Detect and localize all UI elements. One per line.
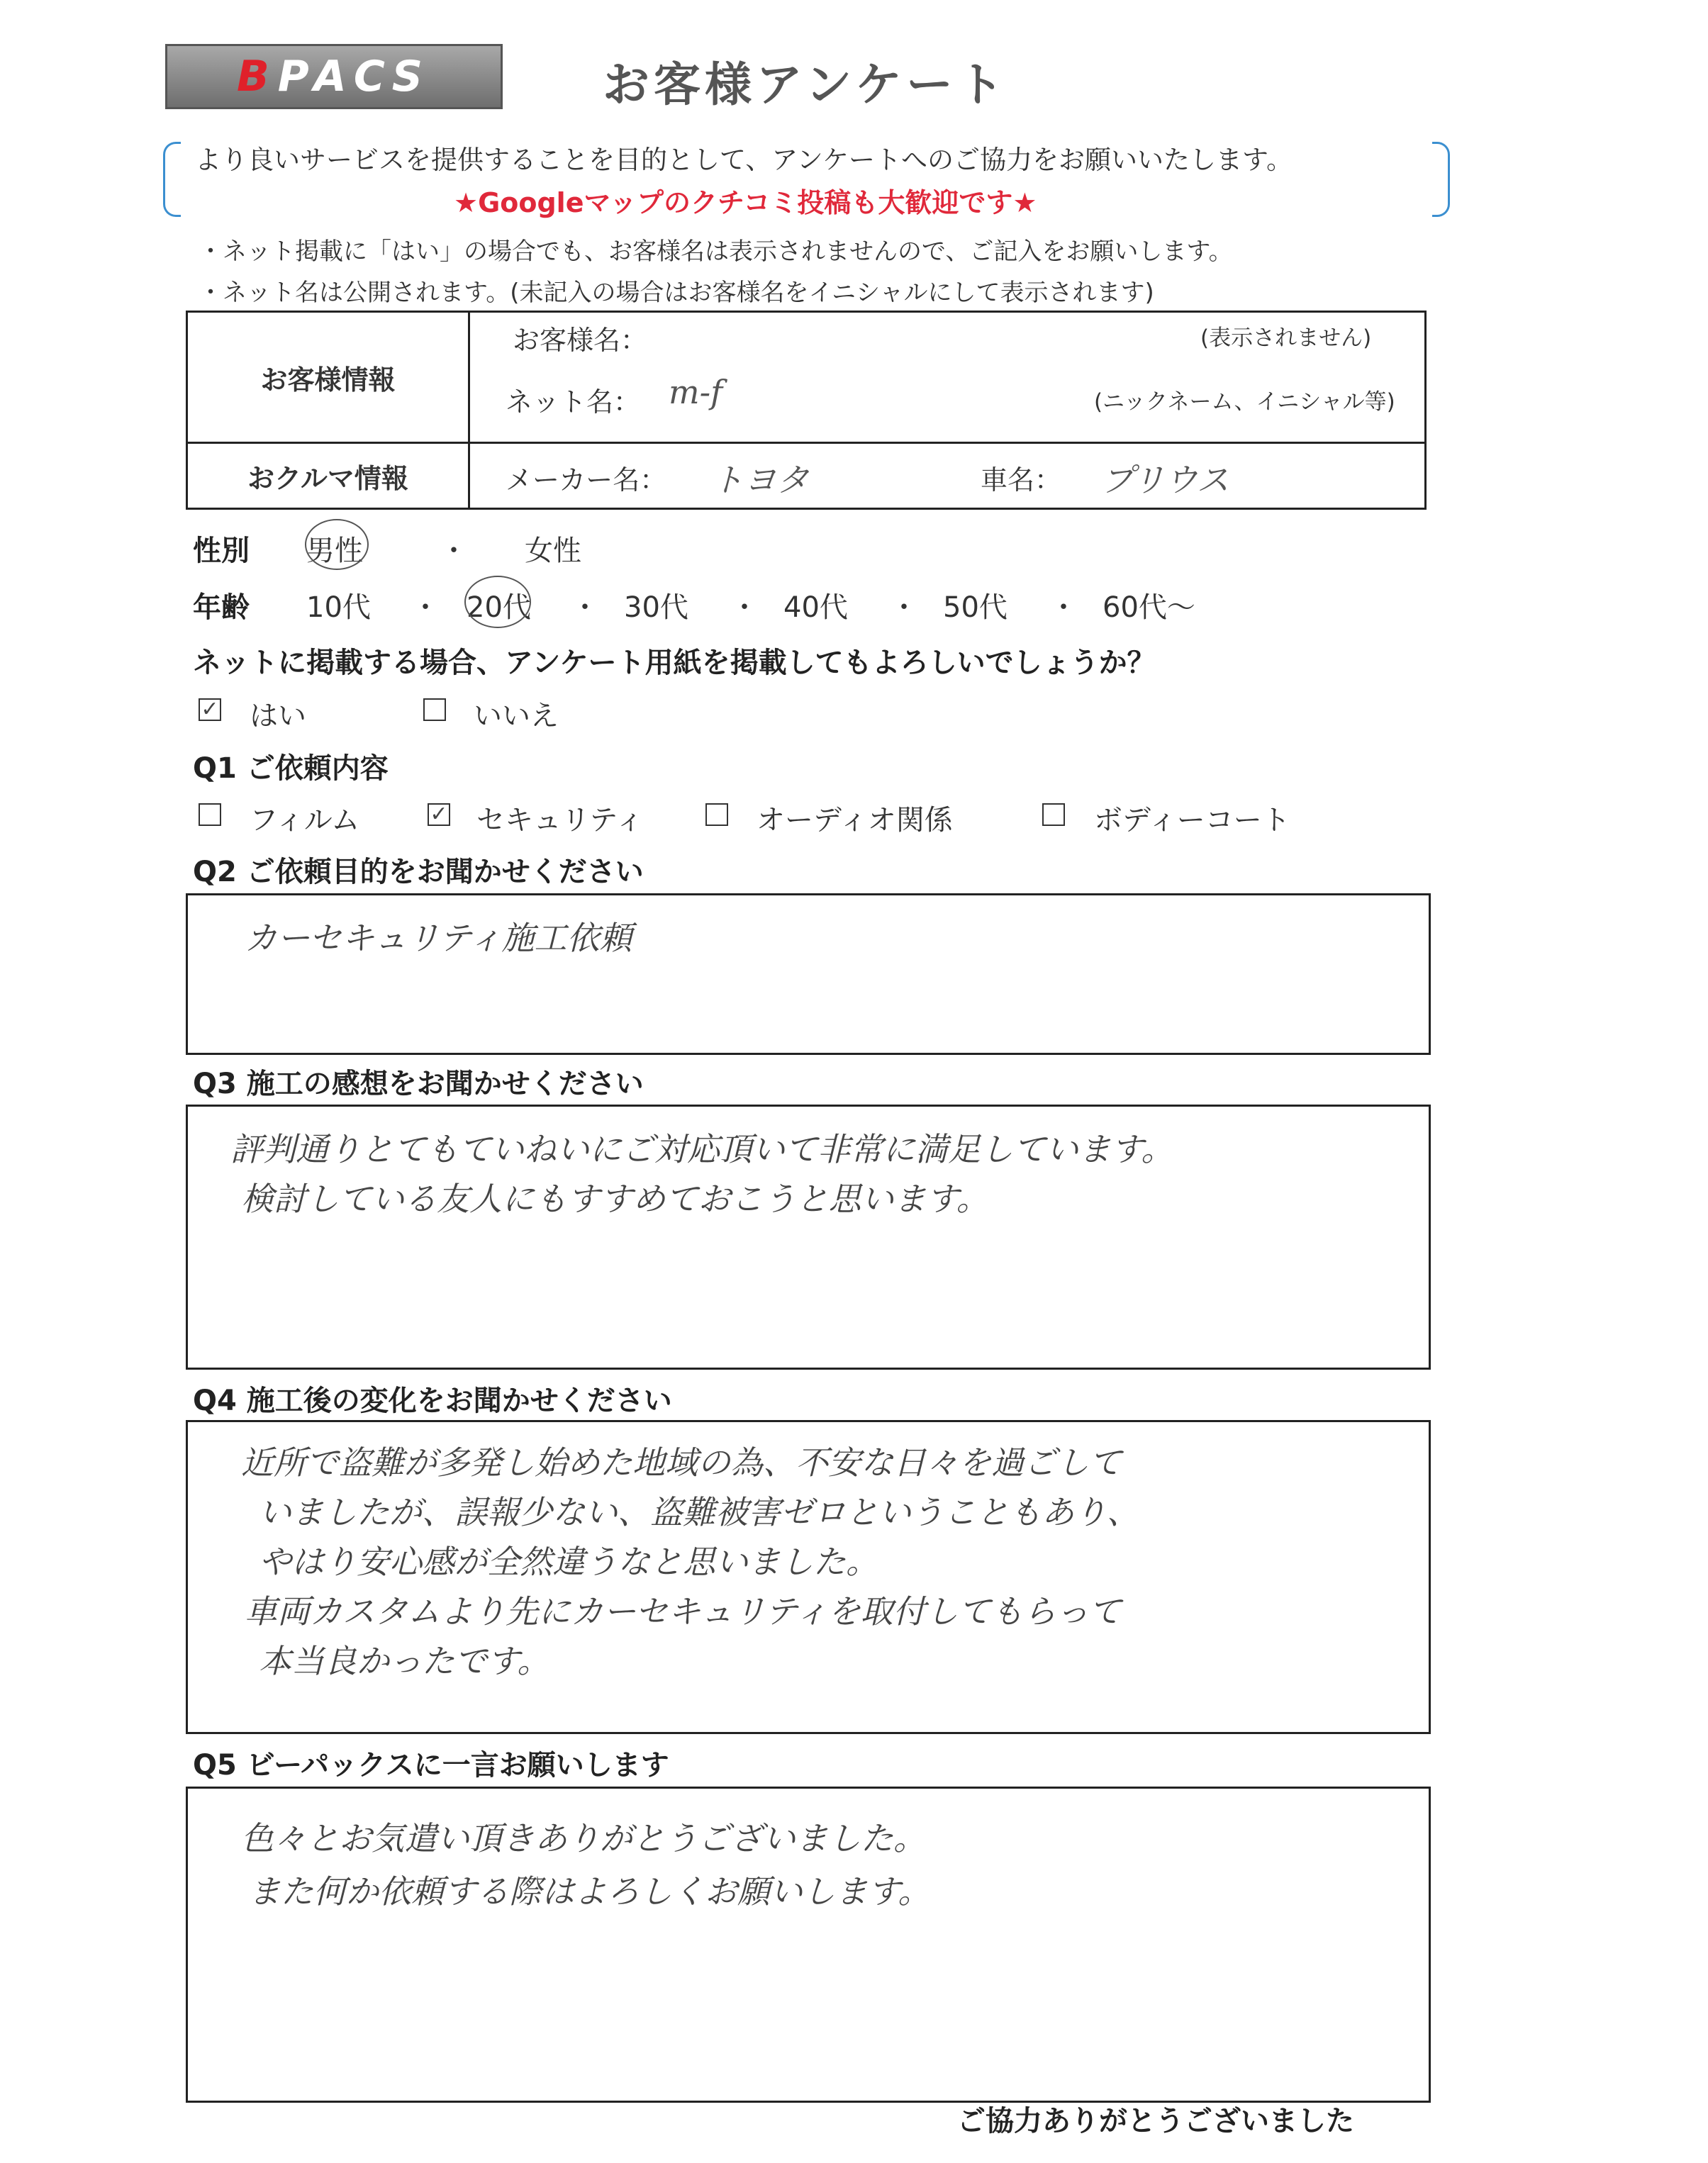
thanks-text: ご協力ありがとうございました	[957, 2105, 1354, 2137]
q3-title: Q3 施工の感想をお聞かせください	[193, 1068, 644, 1100]
gender-separator: ・	[440, 535, 468, 567]
q5-answer-box	[186, 1787, 1431, 2103]
maker-value: トヨタ	[711, 461, 809, 499]
customer-info-header: お客様情報	[187, 312, 469, 443]
age-separator: ・	[411, 591, 440, 624]
age-option-20s[interactable]: 20代	[467, 591, 531, 624]
publish-question: ネットに掲載する場合、アンケート用紙を掲載してもよろしいでしょうか？	[193, 647, 1156, 679]
q3-answer-box	[186, 1105, 1431, 1370]
age-label: 年齢	[193, 591, 250, 624]
q1-security-checkbox[interactable]	[428, 803, 450, 826]
q3-answer-line: 検討している友人にもすすめておこうと思います。	[241, 1180, 989, 1218]
q1-film-label: フィルム	[250, 804, 360, 837]
q1-audio-checkbox[interactable]	[705, 803, 728, 826]
car-name-label: 車名：	[981, 464, 1062, 496]
q4-answer-line: やはり安心感が全然違うなと思いました。	[259, 1543, 878, 1581]
q5-answer-line: 色々とお気遣い頂きありがとうございました。	[241, 1819, 926, 1857]
car-info-header: おクルマ情報	[187, 443, 469, 509]
age-option-60s-plus[interactable]: 60代～	[1103, 591, 1195, 624]
q4-answer-line: 車両カスタムより先にカーセキュリティを取付してもらって	[245, 1592, 1122, 1631]
q4-title: Q4 施工後の変化をお聞かせください	[193, 1385, 672, 1417]
customer-info-table	[186, 311, 1427, 510]
publish-no-checkbox[interactable]	[423, 698, 446, 721]
net-name-label: ネット名：	[506, 386, 641, 418]
q1-title: Q1 ご依頼内容	[193, 752, 389, 785]
net-name-hint: (ニックネーム、イニシャル等)	[1094, 389, 1395, 415]
car-info-cell	[469, 443, 1426, 509]
customer-info-cell	[469, 312, 1426, 443]
intro-bracket-right	[1432, 142, 1450, 217]
age-option-40s[interactable]: 40代	[783, 591, 848, 624]
gender-option-male[interactable]: 男性	[306, 535, 363, 567]
customer-name-label: お客様名：	[513, 325, 648, 356]
car-name-value: プリウス	[1101, 461, 1229, 499]
note-publish: ・ネット掲載に「はい」の場合でも、お客様名は表示されませんので、ご記入をお願いします。	[199, 237, 1233, 266]
note-net-name: ・ネット名は公開されます。(未記入の場合はお客様名をイニシャルにして表示されます)	[199, 279, 1154, 307]
q2-answer-line: カーセキュリティ施工依頼	[245, 919, 632, 957]
customer-name-hint: (表示されません)	[1200, 325, 1372, 351]
publish-no-label: いいえ	[474, 700, 559, 732]
intro-bracket-left	[163, 142, 181, 217]
age-selected-circle	[464, 576, 531, 628]
age-option-30s[interactable]: 30代	[624, 591, 688, 624]
gender-selected-circle	[305, 519, 369, 570]
gender-label: 性別	[193, 535, 250, 567]
q4-answer-line: いましたが、誤報少ない、盗難被害ゼロということもあり、	[259, 1493, 1139, 1531]
q1-audio-label: オーディオ関係	[757, 804, 953, 837]
gender-option-female[interactable]: 女性	[525, 535, 581, 567]
q2-answer-box	[186, 893, 1431, 1055]
bpacs-logo	[165, 44, 503, 109]
age-option-50s[interactable]: 50代	[943, 591, 1008, 624]
check-icon: ✓	[430, 802, 448, 827]
maker-label: メーカー名：	[506, 464, 667, 496]
age-separator: ・	[1049, 591, 1078, 624]
q4-answer-line: 近所で盗難が多発し始めた地域の為、不安な日々を過ごして	[241, 1443, 1122, 1482]
logo-initial: B	[237, 52, 278, 101]
publish-yes-checkbox[interactable]	[199, 698, 221, 721]
q1-film-checkbox[interactable]	[199, 803, 221, 826]
q5-title: Q5 ビーパックスに一言お願いします	[193, 1749, 669, 1782]
q4-answer-line: 本当良かったです。	[259, 1642, 550, 1680]
page-title: お客様アンケート	[603, 57, 1009, 112]
google-review-banner: ★Googleマップのクチコミ投稿も大歓迎です★	[454, 187, 1037, 218]
q4-answer-box	[186, 1420, 1431, 1734]
logo-text: PACS	[277, 52, 431, 101]
check-icon: ✓	[201, 697, 219, 722]
age-separator: ・	[571, 591, 599, 624]
q3-answer-line: 評判通りとてもていねいにご対応頂いて非常に満足しています。	[230, 1130, 1174, 1168]
q2-title: Q2 ご依頼目的をお聞かせください	[193, 856, 644, 888]
q5-answer-line: また何か依頼する際はよろしくお願いします。	[248, 1872, 931, 1911]
age-separator: ・	[890, 591, 918, 624]
q1-bodycoat-checkbox[interactable]	[1042, 803, 1065, 826]
q1-security-label: セキュリティ	[476, 804, 644, 837]
age-option-10s[interactable]: 10代	[306, 591, 371, 624]
intro-text: より良いサービスを提供することを目的として、アンケートへのご協力をお願いいたします。	[195, 145, 1293, 175]
age-separator: ・	[730, 591, 759, 624]
publish-yes-label: はい	[250, 700, 306, 732]
net-name-value: m-f	[669, 373, 723, 411]
q1-bodycoat-label: ボディーコート	[1094, 804, 1290, 837]
